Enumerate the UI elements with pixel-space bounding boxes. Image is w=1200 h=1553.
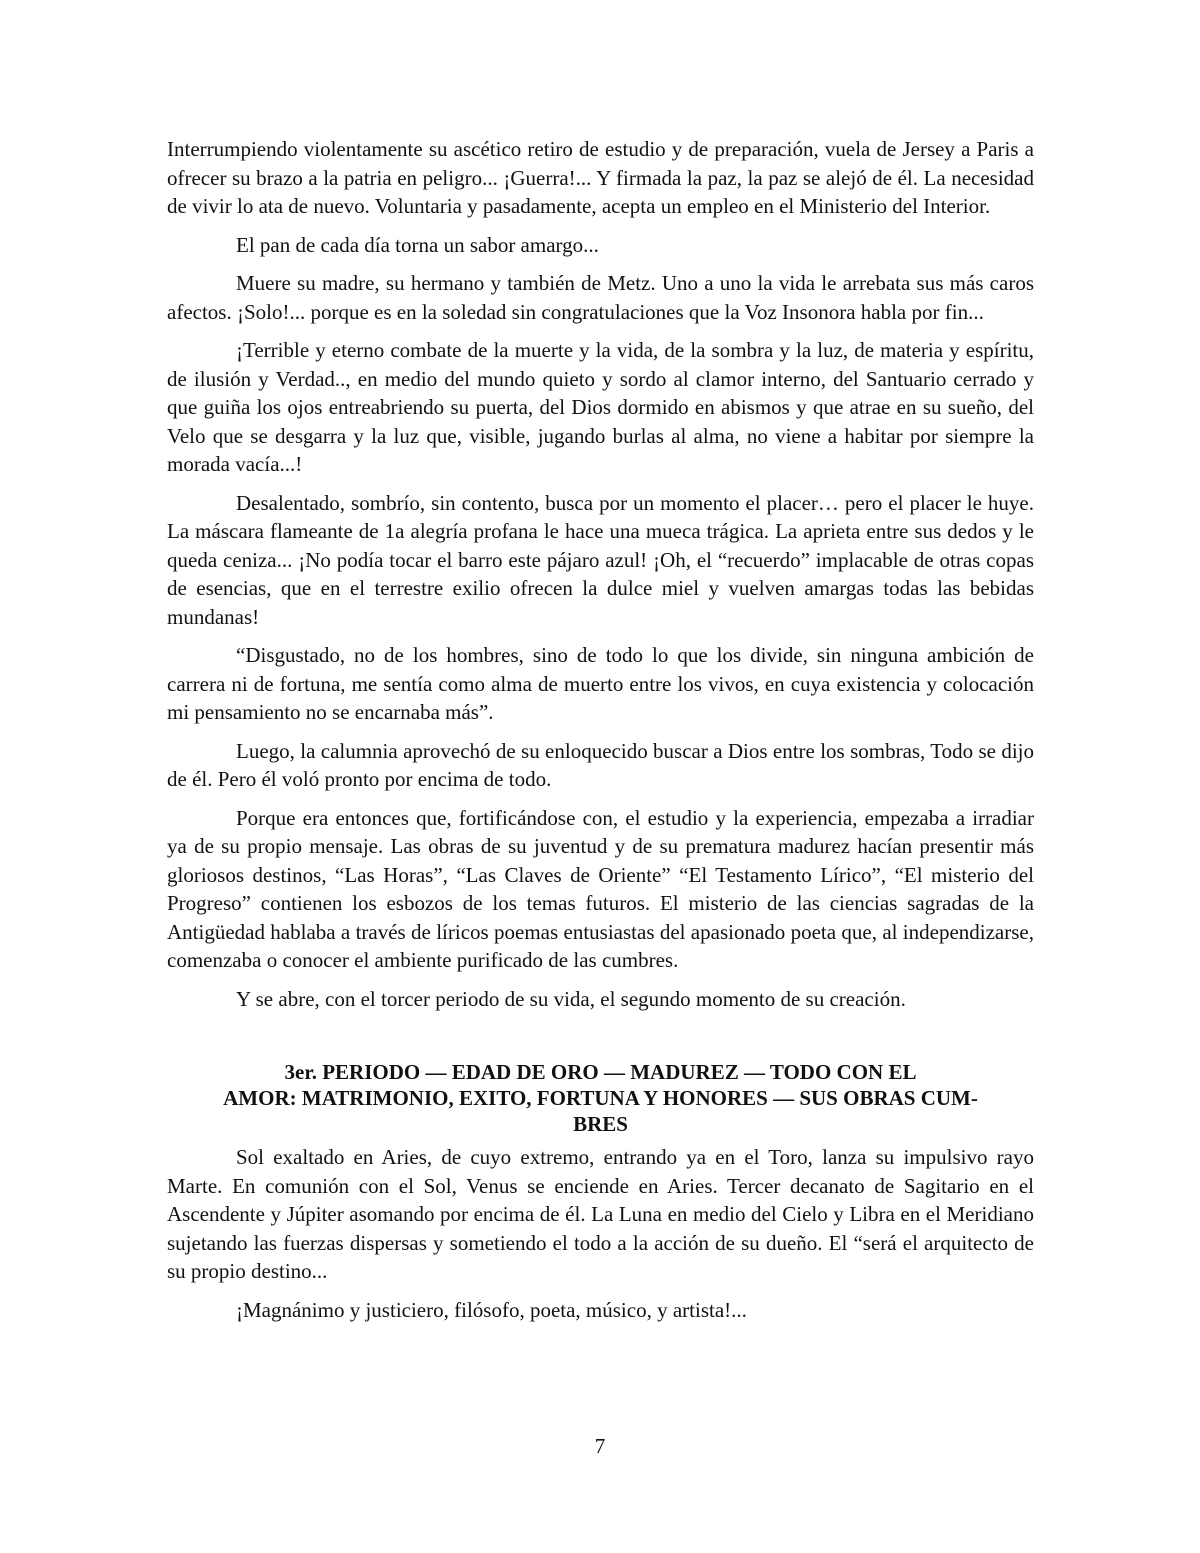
section-heading-line-2: AMOR: MATRIMONIO, EXITO, FORTUNA Y HONORES — SUS OBRAS CUM-: [223, 1086, 978, 1110]
paragraph-2: El pan de cada día torna un sabor amargo...: [236, 232, 599, 257]
paragraph-4: ¡Terrible y eterno combate de la muerte y la vida, de la sombra y la luz, de materia y espíritu, de ilusión y Verdad.., en medio del mundo quieto y sordo al clamor interno, del Santuario cerrado y que guiña los ojos entreabriendo su puerta, del Dios dormido en abismos y que atrae en su sueño, del Velo que se desgarra y la luz que, visible, jugando burlas al alma, no viene a habitar por siempre la morada vacía...!: [167, 338, 1034, 476]
paragraph-8: Porque era entonces que, fortificándose con, el estudio y la experiencia, empezaba a irradiar ya de su propio mensaje. Las obras de su juventud y de su prematura madurez hacían presentir más gloriosos destinos, “Las Horas”, “Las Claves de Oriente” “El Testamento Lírico”, “El misterio del Progreso” contienen los esbozos de los temas futuros. El misterio de las ciencias sagradas de la Antigüedad hablaba a través de líricos poemas entusiastas del apasionado poeta que, al independizarse, comenzaba o conocer el ambiente purificado de las cumbres.: [167, 805, 1034, 972]
paragraph-6: “Disgustado, no de los hombres, sino de todo lo que los divide, sin ninguna ambición de carrera ni de fortuna, me sentía como alma de muerto entre los vivos, en cuya existencia y colocación mi pensamiento no se encarnaba más”.: [167, 643, 1034, 724]
section-heading: [167, 1059, 1034, 1137]
paragraph-7: Luego, la calumnia aprovechó de su enloquecido buscar a Dios entre los sombras, Todo se dijo de él. Pero él voló pronto por encima de todo.: [167, 738, 1034, 791]
paragraph-1: Interrumpiendo violentamente su ascético retiro de estudio y de preparación, vuela de Jersey a Paris a ofrecer su brazo a la patria en peligro... ¡Guerra!... Y firmada la paz, la paz se alejó de él. La necesidad de vivir lo ata de nuevo. Voluntaria y pasadamente, acepta un empleo en el Ministerio del Interior.: [167, 137, 1034, 218]
section-heading-line-1: 3er. PERIODO — EDAD DE ORO — MADUREZ — TODO CON EL: [284, 1060, 917, 1084]
paragraph-5: Desalentado, sombrío, sin contento, busca por un momento el placer… pero el placer le huye. La máscara flameante de 1a alegría profana le hace una mueca trágica. La aprieta entre sus dedos y le queda ceniza... ¡No podía tocar el barro este pájaro azul! ¡Oh, el “recuerdo” implacable de otras copas de esencias, que en el terrestre exilio ofrecen la dulce miel y vuelven amargas todas las bebidas mundanas!: [167, 490, 1034, 629]
page-number: 7: [594, 1434, 606, 1458]
section-heading-line-3: BRES: [573, 1112, 628, 1136]
paragraph-10: Sol exaltado en Aries, de cuyo extremo, entrando ya en el Toro, lanza su impulsivo rayo Marte. En comunión con el Sol, Venus se enciende en Aries. Tercer decanato de Sagitario en el Ascendente y Júpiter asomando por encima de él. La Luna en medio del Cielo y Libra en el Meridiano sujetando las fuerzas dispersas y sometiendo el todo a la acción de su dueño. El “será el arquitecto de su propio destino...: [167, 1145, 1034, 1283]
paragraph-9: Y se abre, con el torcer periodo de su vida, el segundo momento de su creación.: [236, 986, 906, 1011]
paragraph-11: ¡Magnánimo y justiciero, filósofo, poeta, músico, y artista!...: [236, 1297, 747, 1322]
paragraph-3: Muere su madre, su hermano y también de Metz. Uno a uno la vida le arrebata sus más caros afectos. ¡Solo!... porque es en la soledad sin congratulaciones que la Voz Insonora habla por fin...: [167, 271, 1034, 324]
page-body: [167, 135, 1034, 1334]
